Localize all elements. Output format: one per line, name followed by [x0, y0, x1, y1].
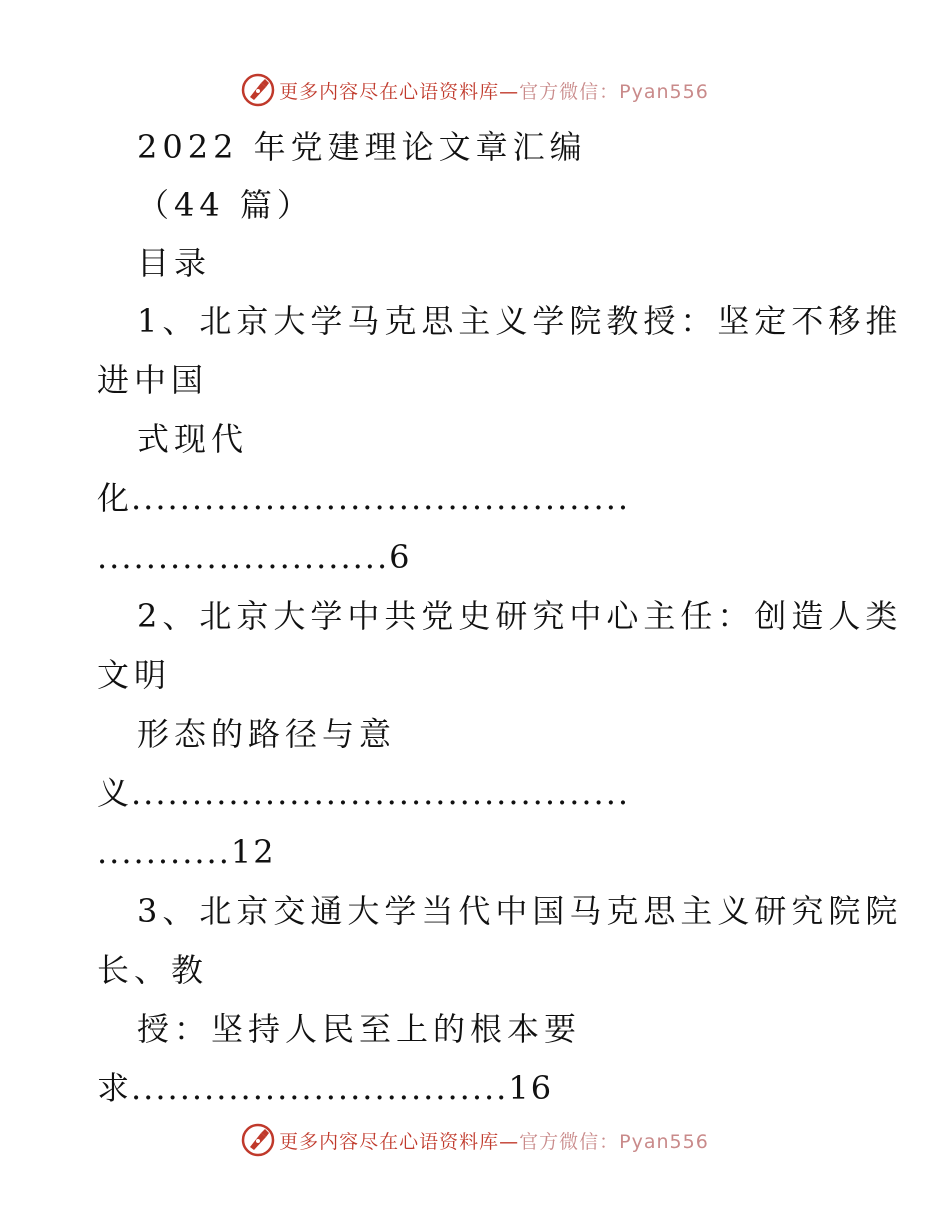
- toc-entry-1-line-3: 式现代: [137, 420, 249, 458]
- toc-entry-1-page: ........................6: [97, 538, 412, 576]
- article-count: （44 篇）: [137, 186, 314, 224]
- banner-text: [279, 77, 709, 104]
- toc-entry-3-line-2: 长、教: [97, 951, 209, 989]
- header-watermark-banner: [0, 70, 950, 110]
- toc-entry-2-line-1: 2、北京大学中共党史研究中心主任：创造人类: [137, 597, 903, 635]
- banner-site-name: 更多内容尽在心语资料库: [279, 80, 500, 103]
- toc-entry-3-leader-page: 求...............................16: [97, 1069, 554, 1107]
- banner-wechat: 官方微信：Pyan556: [519, 80, 709, 103]
- toc-entry-2-line-3: 形态的路径与意: [137, 715, 397, 753]
- banner-separator: —: [499, 80, 520, 103]
- pen-nib-logo-icon: [241, 73, 275, 107]
- toc-entry-2-leader: 义.........................................: [97, 774, 631, 812]
- pen-nib-logo-icon: [241, 1123, 275, 1157]
- footer-watermark-banner: [0, 1120, 950, 1160]
- toc-entry-2-line-2: 文明: [97, 656, 172, 694]
- document-title: 2022 年党建理论文章汇编: [137, 128, 587, 166]
- banner-wechat: 官方微信：Pyan556: [519, 1130, 709, 1153]
- toc-entry-3-line-1: 3、北京交通大学当代中国马克思主义研究院院: [137, 892, 903, 930]
- toc-entry-1-leader: 化.........................................: [97, 479, 631, 517]
- toc-heading: 目录: [137, 244, 212, 282]
- banner-text: [279, 1127, 709, 1154]
- toc-entry-2-page: ...........12: [97, 833, 276, 871]
- banner-separator: —: [499, 1130, 520, 1153]
- banner-site-name: 更多内容尽在心语资料库: [279, 1130, 500, 1153]
- toc-entry-3-line-3: 授：坚持人民至上的根本要: [137, 1010, 582, 1048]
- toc-entry-1-line-2: 进中国: [97, 361, 209, 399]
- toc-entry-1-line-1: 1、北京大学马克思主义学院教授：坚定不移推: [137, 302, 903, 340]
